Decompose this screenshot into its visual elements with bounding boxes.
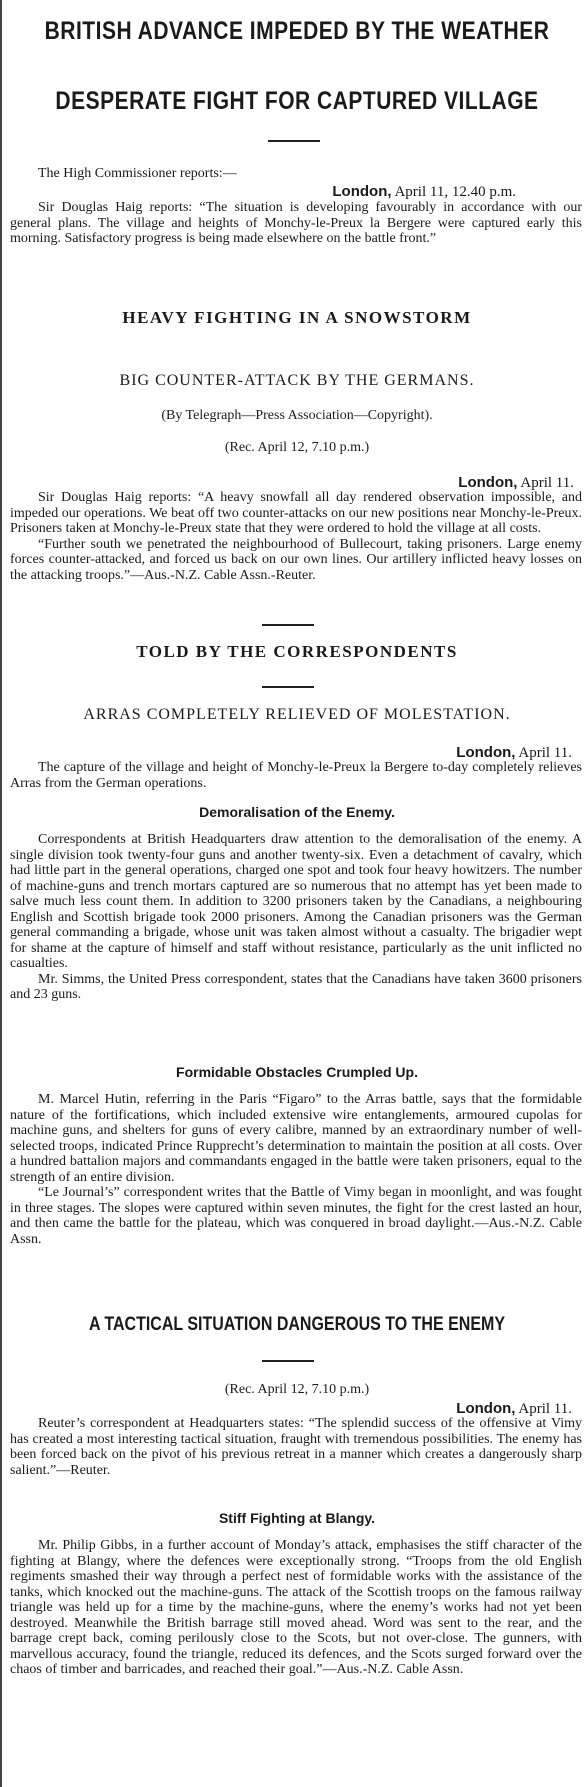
received-time: (Rec. April 12, 7.10 p.m.) — [224, 440, 370, 455]
sidehead: Formidable Obstacles Crumpled Up. — [176, 1064, 418, 1080]
dateline: London, April 11. — [456, 744, 572, 761]
received-time: (Rec. April 12, 7.10 p.m.) — [224, 1382, 370, 1397]
main-headline: BRITISH ADVANCE IMPEDED BY THE WEATHER — [44, 17, 550, 46]
sidehead: Demoralisation of the Enemy. — [199, 804, 395, 820]
divider-rule — [262, 686, 314, 688]
divider-rule — [262, 1360, 314, 1362]
dateline: London, April 11. — [456, 1400, 572, 1417]
second-headline: DESPERATE FIGHT FOR CAPTURED VILLAGE — [55, 87, 539, 116]
section-heading: HEAVY FIGHTING IN A SNOWSTORM — [122, 308, 472, 327]
article-paragraph: Reuter’s correspondent at Headquarters states: “The splendid success of the offensive at Vimy has created a most interesting tactical situation, fraught with tremendous possibilities. The enemy has been forced back on the pivot of his previous retreat in a manner which creates a dangerously sharp salient.”—Reuter. — [10, 1416, 582, 1478]
article-paragraph: Mr. Philip Gibbs, in a further account of Monday’s attack, emphasises the stiff character of the fighting at Blangy, where the defences were exceptionally strong. “Troops from the old English regiments smashed their way through a perfect nest of formidable works with the assistance of the tanks, which knocked out the machine-guns. The attack of the Scottish troops on the famous railway triangle was held up for a time by the machine-guns, where the enemy’s works had not yet been destroyed. Meanwhile the British barrage still moved ahead. Word was sent to the rear, and the barrage crept back, coming perilously close to the Scots, but not over-close. The gunners, with marvellous accuracy, found the triangle, reduced its defences, and the Scots surged forward over the chaos of timber and barricades, and reached their goal.”—Aus.-N.Z. Cable Assn. — [10, 1538, 582, 1677]
dateline: London, April 11, 12.40 p.m. — [332, 183, 516, 200]
article-paragraphs: Sir Douglas Haig reports: “A heavy snowfall all day rendered observation impossible, and impeded our operations. We beat off two counter-attacks on our new positions near Monchy-le-Preux. Prisoners taken at Monchy-le-Preux state that they were ordered to hold the village at all costs. “Further south we penetrated the neighbourhood of Bullecourt, taking prisoners. Large enemy forces counter-attacked, and forced us back on our own lines. Our artillery inflicted heavy losses on the attacking troops.”—Aus.-N.Z. Cable Assn.-Reuter. — [10, 490, 582, 583]
article-paragraph: The capture of the village and height of Monchy-le-Preux la Bergere to-day completely relieves Arras from the German operations. — [10, 760, 582, 791]
section-heading: TOLD BY THE CORRESPONDENTS — [136, 642, 458, 661]
article-paragraphs: Correspondents at British Headquarters draw attention to the demoralisation of the enemy. A single division took twenty-four guns and another twenty-six. Even a detachment of cavalry, which had little part in the general operations, charged one spot and took four heavy howitzers. The number of machine-guns and trench mortars captured are so numerous that no attempt has yet been made to salve much less count them. In addition to 3200 prisoners taken by the Canadians, a neighbouring English and Scottish brigade took 2000 prisoners. Among the Canadian prisoners was the German general commanding a brigade, whose unit was taken almost without a casualty. The brigadier wept for shame at the capture of himself and staff without resistance, particularly as the unit inflicted no casualties. Mr. Simms, the United Press correspondent, states that the Canadians have taken 3600 prisoners and 23 guns. — [10, 832, 582, 1002]
sidehead: Stiff Fighting at Blangy. — [218, 1510, 376, 1526]
divider-rule — [268, 140, 320, 142]
press-credit: (By Telegraph—Press Association—Copyright). — [161, 408, 433, 423]
dateline: London, April 11. — [458, 474, 574, 491]
article-paragraph: Sir Douglas Haig reports: “The situation is developing favourably in accordance with our general plans. The village and heights of Monchy-le-Preux la Bergere were captured early this morning. Satisfactory progress is being made elsewhere on the battle front.” — [10, 200, 582, 246]
divider-rule — [262, 624, 314, 626]
section-subheading: ARRAS COMPLETELY RELIEVED OF MOLESTATION. — [83, 706, 511, 723]
intro-text: The High Commissioner reports:— — [38, 166, 237, 181]
section-heading: A TACTICAL SITUATION DANGEROUS TO THE ENEMY — [88, 1314, 505, 1335]
article-paragraphs: M. Marcel Hutin, referring in the Paris “Figaro” to the Arras battle, says that the formidable nature of the fortifications, which included extensive wire entanglements, armoured cupolas for machine guns, and shelters for guns of every calibre, manned by an extraordinary number of well-selected troops, indicated Prince Rupprecht’s determination to maintain the position at all costs. Over a hundred battalion majors and commandants engaged in the battle were taken prisoners, equal to the strength of an entire division. “Le Journal’s” correspondent writes that the Battle of Vimy began in moonlight, and was fought in three stages. The slopes were captured within seven minutes, the fight for the crest lasted an hour, and then came the battle for the plateau, which was conquered in broad daylight.—Aus.-N.Z. Cable Assn. — [10, 1092, 582, 1247]
section-subheading: BIG COUNTER-ATTACK BY THE GERMANS. — [119, 372, 475, 389]
